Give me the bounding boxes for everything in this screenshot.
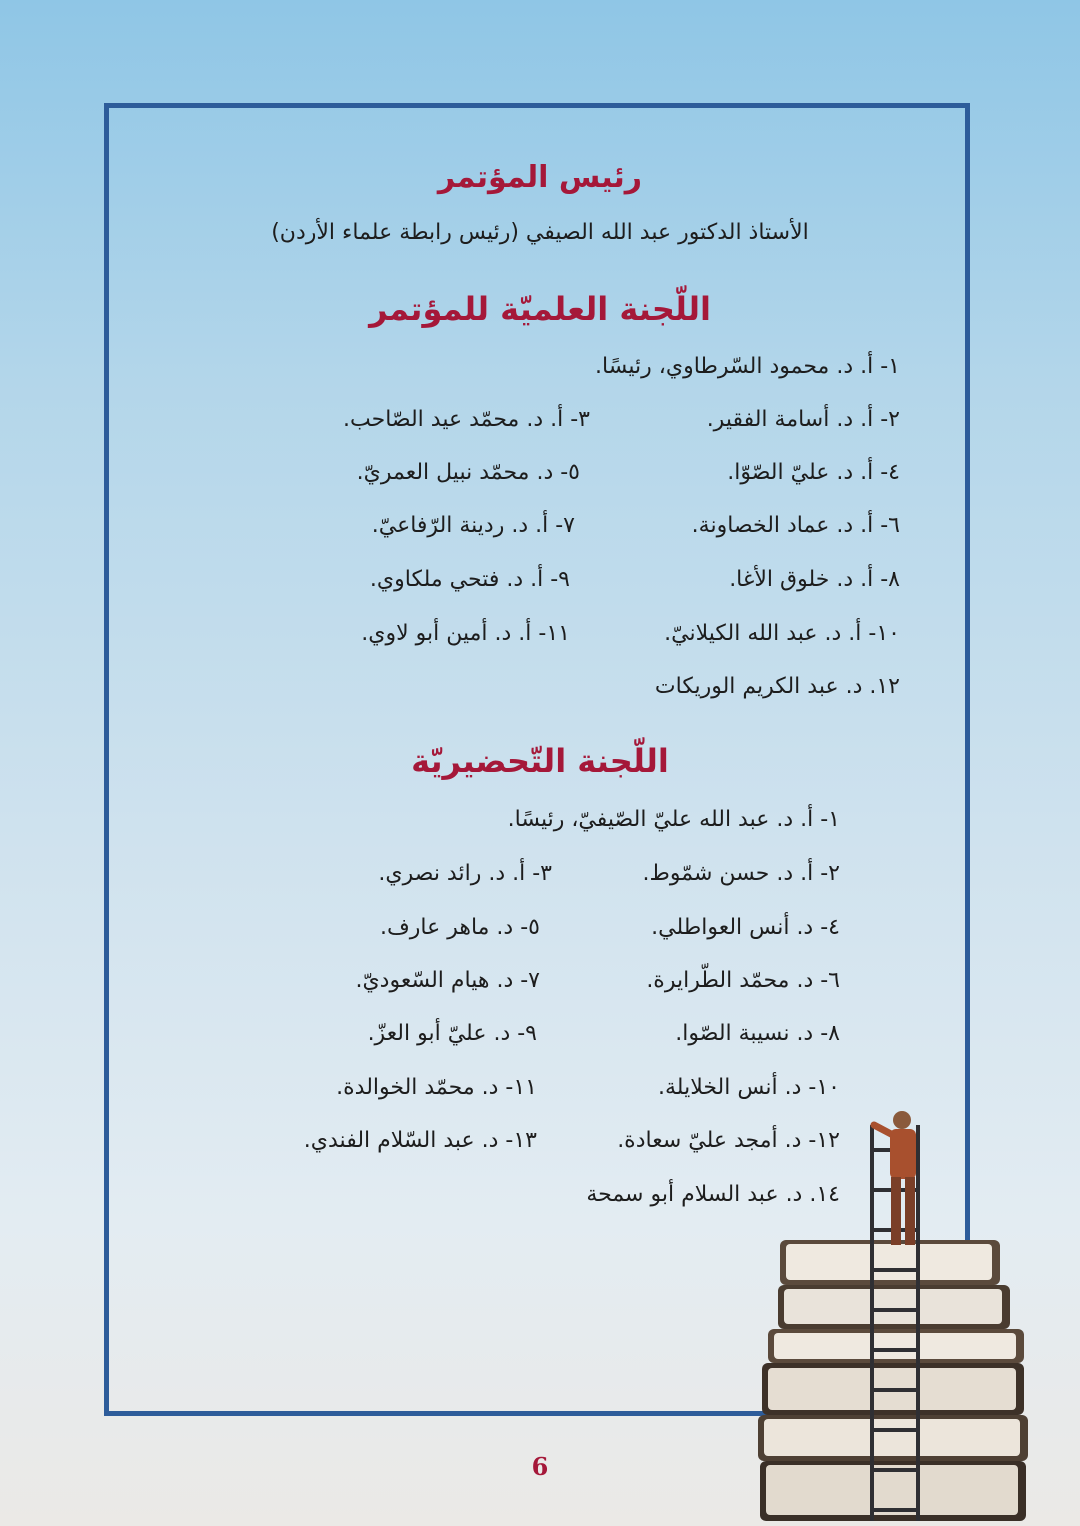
- scientific-member-11: ١١- أ. د. أمين أبو لاوي.: [361, 621, 570, 646]
- scientific-member-10: ١٠- أ. د. عبد الله الكيلانيّ.: [664, 621, 900, 646]
- scientific-member-8: ٨- أ. د. خلوق الأغا.: [729, 567, 900, 592]
- scientific-member-4: ٤- أ. د. عليّ الصّوّا.: [727, 460, 900, 485]
- scientific-member-7: ٧- أ. د. ردينة الرّفاعيّ.: [371, 513, 575, 538]
- preparatory-member-7: ٧- د. هيام السّعوديّ.: [355, 968, 540, 993]
- preparatory-member-13: ١٣- د. عبد السّلام الفندي.: [303, 1128, 537, 1153]
- president-name: الأستاذ الدكتور عبد الله الصيفي (رئيس رابطة علماء الأردن): [271, 220, 809, 245]
- preparatory-member-11: ١١- د. محمّد الخوالدة.: [336, 1075, 537, 1100]
- page-number: 6: [531, 1452, 549, 1481]
- preparatory-member-9: ٩- د. عليّ أبو العزّ.: [367, 1021, 537, 1046]
- preparatory-member-10: ١٠- د. أنس الخلايلة.: [658, 1075, 840, 1100]
- scientific-member-5: ٥- د. محمّد نبيل العمريّ.: [356, 460, 580, 485]
- preparatory-member-4: ٤- د. أنس العواطلي.: [651, 915, 840, 940]
- preparatory-member-8: ٨- د. نسيبة الصّوا.: [675, 1021, 840, 1046]
- scientific-member-1: ١- أ. د. محمود السّرطاوي، رئيسًا.: [595, 354, 900, 379]
- scientific-member-6: ٦- أ. د. عماد الخصاونة.: [691, 513, 900, 538]
- preparatory-member-6: ٦- د. محمّد الطّرايرة.: [646, 968, 840, 993]
- man-figure: [874, 1111, 916, 1245]
- preparatory-member-1: ١- أ. د. عبد الله عليّ الصّيفيّ، رئيسًا.: [507, 807, 840, 832]
- preparatory-committee-heading: اللّجنة التّحضيريّة: [411, 742, 669, 780]
- president-heading: رئيس المؤتمر: [437, 160, 643, 195]
- preparatory-member-14: ١٤. د. عبد السلام أبو سمحة: [586, 1182, 840, 1207]
- preparatory-member-5: ٥- د. ماهر عارف.: [379, 915, 540, 940]
- scientific-member-12: ١٢. د. عبد الكريم الوريكات: [654, 674, 900, 699]
- preparatory-member-3: ٣- أ. د. رائد نصري.: [378, 861, 552, 886]
- preparatory-member-2: ٢- أ. د. حسن شمّوط.: [642, 861, 840, 886]
- scientific-committee-heading: اللّجنة العلميّة للمؤتمر: [369, 290, 711, 328]
- scientific-member-3: ٣- أ. د. محمّد عيد الصّاحب.: [343, 407, 590, 432]
- scientific-member-2: ٢- أ. د. أسامة الفقير.: [706, 407, 900, 432]
- preparatory-member-12: ١٢- د. أمجد عليّ سعادة.: [617, 1128, 840, 1153]
- scientific-member-9: ٩- أ. د. فتحي ملكاوي.: [369, 567, 570, 592]
